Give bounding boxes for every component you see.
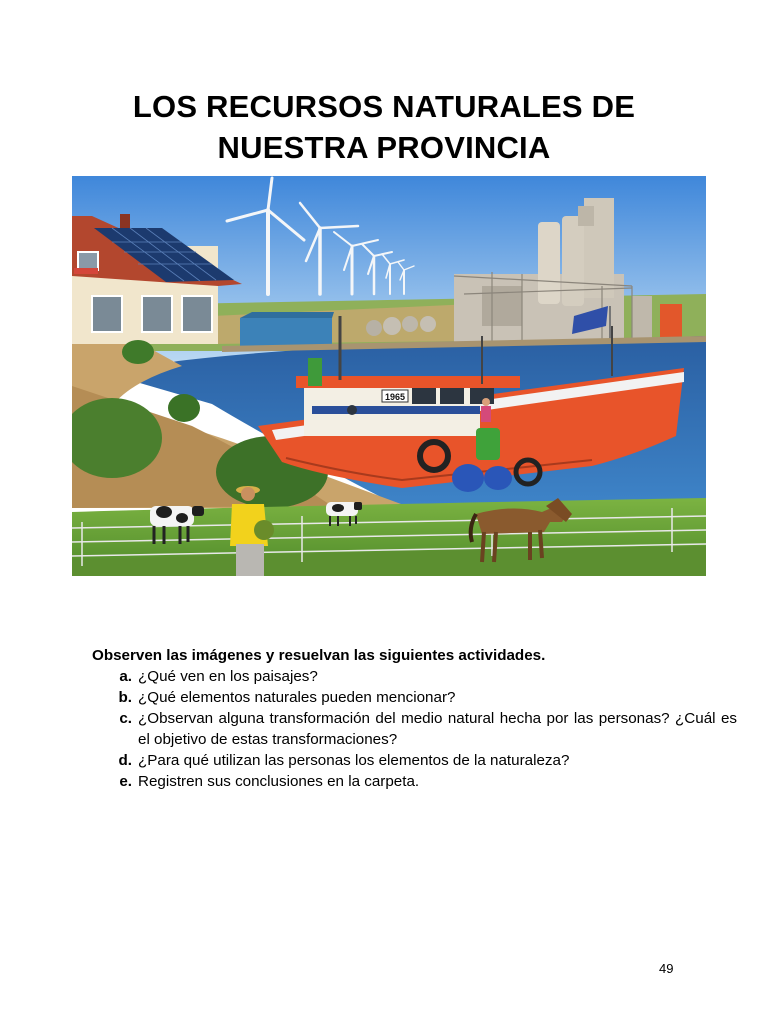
- activity-text: ¿Para qué utilizan las personas los elementos de la naturaleza?: [138, 752, 570, 769]
- activities-section: [92, 645, 737, 792]
- activity-letter: b.: [118, 689, 132, 706]
- activity-item: [92, 750, 737, 771]
- page-title-line-2: NUESTRA PROVINCIA: [217, 130, 551, 165]
- activity-text: ¿Qué elementos naturales pueden mencionar?: [138, 689, 456, 706]
- activity-letter: c.: [119, 710, 132, 727]
- page-title: [0, 86, 768, 168]
- activity-item: [92, 771, 737, 792]
- activity-text: ¿Qué ven en los paisajes?: [138, 668, 318, 685]
- activity-item: [92, 666, 737, 687]
- activity-letter: a.: [119, 668, 132, 685]
- activity-text: ¿Observan alguna transformación del medio natural hecha por las personas? ¿Cuál es el objetivo de estas transformaciones?: [138, 710, 737, 748]
- natural-resources-illustration: [72, 176, 706, 576]
- boat-number: 1965: [384, 392, 406, 402]
- activity-text: Registren sus conclusiones en la carpeta.: [138, 773, 420, 790]
- activity-item: [92, 687, 737, 708]
- activity-letter: d.: [118, 752, 132, 769]
- warehouse: [240, 318, 332, 346]
- activity-letter: e.: [119, 773, 132, 790]
- activities-lead: Observen las imágenes y resuelvan las siguientes actividades.: [92, 647, 546, 664]
- page-number: 49: [659, 961, 674, 976]
- activity-item: [92, 708, 737, 750]
- page-title-line-1: LOS RECURSOS NATURALES DE: [132, 89, 636, 124]
